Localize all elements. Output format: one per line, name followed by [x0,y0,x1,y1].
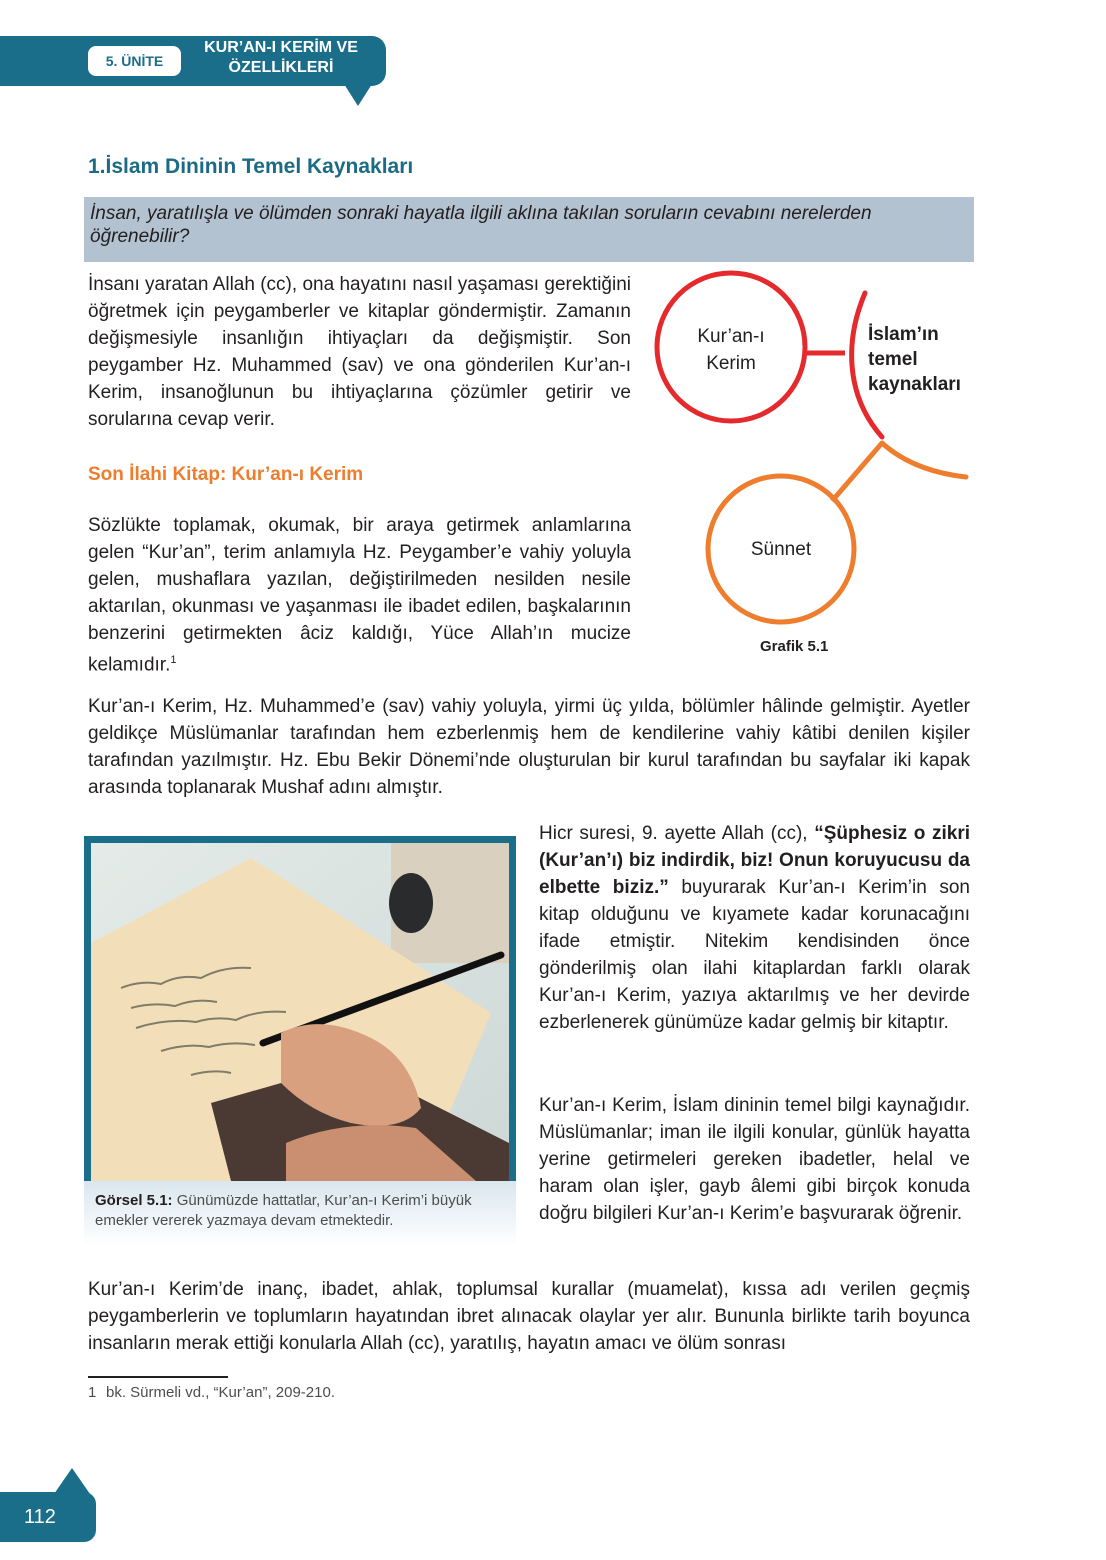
hicr-paragraph [539,820,970,1036]
footnote-divider [88,1376,228,1378]
footnote-ref: 1 [170,654,177,666]
sunnah-connector [832,443,882,501]
calligraphy-photo [91,843,509,1181]
question-box: İnsan, yaratılışla ve ölümden sonraki hayatla ilgili aklına takılan soruların cevabını nerelerden öğrenebilir? [84,197,974,262]
content-paragraph: Kur’an-ı Kerim’de inanç, ibadet, ahlak, toplumsal kurallar (muamelat), kıssa adı verilen geçmiş peygamberlerin ve toplumların hayatından ibret alınacak olaylar yer alır. Bununla birlikte tarih boyunca insanların merak ettiği konularla Allah (cc), yaratılış, hayatın amacı ve ölüm sonrası [88,1279,970,1354]
intro-paragraph: İnsanı yaratan Allah (cc), ona hayatını nasıl yaşaması gerektiğini öğretmek için peygamberler ve kitaplar göndermiştir. Zamanın değişmesiyle insanlığın ihtiyaçları da değişmiştir. Son peygamber Hz. Muhammed (sav) ve ona gönderilen Kur’an-ı Kerim, insanoğlunun bu ihtiyaçlarına çözümler getirir ve sorularına cevap verir. [88,274,631,430]
footnote [88,1384,335,1401]
definition-text: Sözlükte toplamak, okumak, bir araya getirmek anlamlarına gelen “Kur’an”, terim anlamıyla Hz. Peygamber’e vahiy yoluyla gelen, mushaflara yazılan, değiştirilmeden nesilden nesile aktarılan, okunması ve yaşanması ile ibadet edilen, başkalarının benzerini getirmekten âciz kaldığı, Yüce Allah’ın mucize kelamıdır. [88,515,631,676]
footnote-number: 1 [88,1384,97,1401]
history-paragraph: Kur’an-ı Kerim, Hz. Muhammed’e (sav) vahiy yoluyla, yirmi üç yılda, bölümler hâlinde gelmiştir. Ayetler geldikçe Müslümanlar tarafından hem ezberlenmiş hem de kendilerine vahiy kâtibi denilen kişiler tarafından yazılmıştır. Hz. Ebu Bekir Dönemi’nde oluşturulan bir kurul tarafından bu sayfalar iki kapak arasında toplanarak Mushaf adını almıştır. [88,696,970,798]
hicr-intro: Hicr suresi, 9. ayette Allah (cc), [539,823,815,844]
sources-graph [640,265,980,635]
page-tab-pointer [54,1468,90,1494]
hicr-rest: buyurarak Kur’an-ı Kerim’in son kitap olduğunu ve kıyamete kadar korunacağını ifade etmiştir. Nitekim kendisinden önce gönderilmiş olan ilahi kitaplardan farklı olarak Kur’an-ı Kerim, yazıya aktarılmış ve her devirde ezberlenerek günümüze kadar gelmiş bir kitaptır. [539,877,970,1033]
unit-label: 5. ÜNİTE [88,46,181,76]
source-paragraph: Kur’an-ı Kerim, İslam dininin temel bilgi kaynağıdır. Müslümanlar; iman ile ilgili konular, günlük hayatta yerine getirmeleri gereken ibadetler, helal ve haram olan işler, gayb âlemi gibi birçok konuda doğru bilgileri Kur’an-ı Kerim’e başvurarak öğrenir. [539,1095,970,1224]
calligraphy-illustration [91,843,509,1181]
center-label-2: temel [868,349,918,370]
subheading: Son İlahi Kitap: Kur’an-ı Kerim [88,464,364,485]
banner-pointer [344,84,372,106]
figure-caption [95,1191,507,1231]
unit-title [186,38,376,78]
definition-paragraph [88,512,631,678]
page-number: 112 [24,1506,56,1528]
unit-title-line2: ÖZELLİKLERİ [228,59,334,76]
center-label-1: İslam’ın [868,324,939,345]
hicr-quote: “Şüphesiz o zikri (Kur’an’ı) biz indirdik, biz! Onun koruyucusu da elbette biziz.” [539,823,970,898]
footnote-text: bk. Sürmeli vd., “Kur’an”, 209-210. [106,1384,335,1401]
graph-label: Grafik 5.1 [760,638,829,655]
section-title: 1.İslam Dininin Temel Kaynakları [88,155,414,178]
quran-node-label-2: Kerim [706,353,756,374]
center-label-3: kaynakları [868,374,961,395]
quran-node [657,273,805,421]
figure-label: Görsel 5.1: [95,1192,173,1209]
unit-title-line1: KUR’AN-I KERİM VE [204,39,358,56]
sunnah-node-label: Sünnet [750,539,812,560]
center-arc-bottom [882,443,966,477]
quran-node-label-1: Kur’an-ı [697,326,765,347]
figure-caption-text: Günümüzde hattatlar, Kur’an-ı Kerim’i büyük emekler vererek yazmaya devam etmektedir. [95,1192,472,1229]
